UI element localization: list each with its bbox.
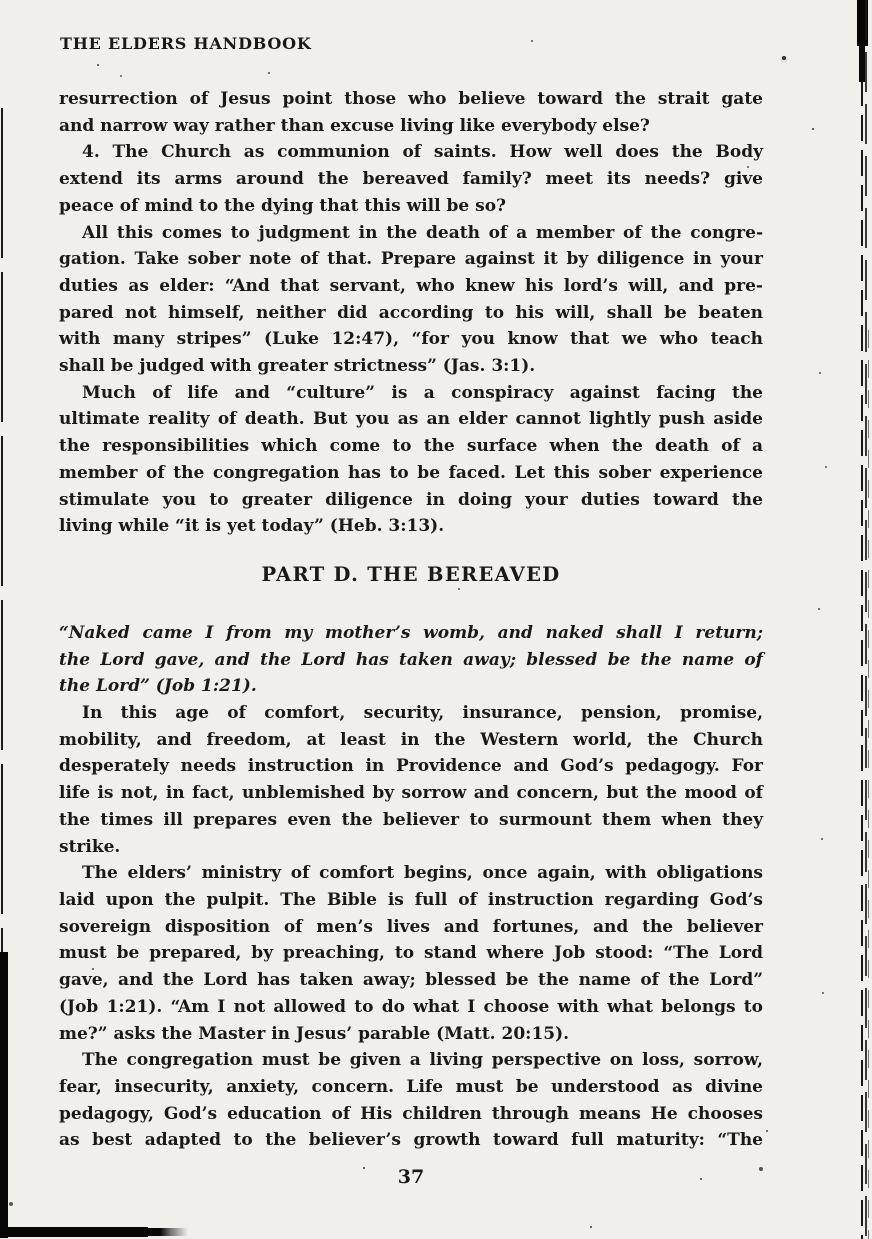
text-line: the responsibilities which come to the surface when the death of a: [59, 436, 763, 457]
text-line: The elders’ ministry of comfort begins, once again, with obligations: [82, 863, 763, 884]
text-line: the times ill prepares even the believer to surmount them when they: [59, 809, 763, 830]
text-line: life is not, in fact, unblemished by sorrow and concern, but the mood of: [59, 783, 763, 804]
paragraph: [59, 1047, 763, 1154]
text-line: desperately needs instruction in Providence and God’s pedagogy. For: [59, 756, 763, 777]
page-number: 37: [397, 1166, 425, 1188]
text-line: as best adapted to the believer’s growth toward full maturity: “The: [59, 1130, 763, 1151]
section-heading: PART D. THE BEREAVED: [261, 562, 561, 586]
text-line: pared not himself, neither did according to his will, shall be beaten: [59, 302, 763, 323]
scan-artifact-top-right-wedge: [857, 0, 868, 46]
text-line: with many stripes” (Luke 12:47), “for you know that we who teach: [59, 329, 763, 350]
paragraph: [59, 860, 763, 1047]
text-line: and narrow way rather than excuse living like everybody else?: [59, 115, 650, 136]
text-line: shall be judged with greater strictness” (Jas. 3:1).: [59, 356, 536, 377]
text-line: extend its arms around the bereaved family? meet its needs? give: [59, 169, 763, 190]
text-line: peace of mind to the dying that this will be so?: [59, 195, 507, 216]
text-line: living while “it is yet today” (Heb. 3:13).: [59, 516, 445, 537]
scan-artifact-right-edge-line: [865, 0, 867, 1239]
text-column: [59, 86, 763, 1154]
text-line: pedagogy, God’s education of His children through means He chooses: [59, 1103, 763, 1124]
text-line: ultimate reality of death. But you as an elder cannot lightly push aside: [59, 409, 763, 430]
scan-artifact-left-edge-bar: [0, 952, 8, 1238]
text-line: fear, insecurity, anxiety, concern. Life must be understood as divine: [59, 1076, 763, 1097]
scan-artifact-right-edge-line: [868, 330, 869, 1239]
text-line: duties as elder: “And that servant, who knew his lord’s will, and pre-: [59, 275, 763, 296]
text-line: sovereign disposition of men’s lives and fortunes, and the believer: [59, 916, 763, 937]
scan-artifact-top-right-wedge: [859, 44, 865, 82]
text-line: 4. The Church as communion of saints. How well does the Body: [82, 142, 763, 163]
running-header: THE ELDERS HANDBOOK: [60, 34, 312, 53]
text-line: The congregation must be given a living perspective on loss, sorrow,: [82, 1050, 763, 1071]
text-line: All this comes to judgment in the death of a member of the congre-: [82, 222, 763, 243]
text-line: the Lord gave, and the Lord has taken away; blessed be the name of: [59, 649, 763, 670]
scan-artifact-speckles: [0, 0, 2, 2]
text-line: stimulate you to greater diligence in doing your duties toward the: [59, 489, 763, 510]
text-line: must be prepared, by preaching, to stand where Job stood: “The Lord: [59, 943, 763, 964]
text-line: gation. Take sober note of that. Prepare against it by diligence in your: [59, 249, 763, 270]
scan-artifact-left-edge-line: [1, 108, 3, 954]
text-line: me?” asks the Master in Jesus’ parable (Matt. 20:15).: [59, 1023, 570, 1044]
text-line: In this age of comfort, security, insurance, pension, promise,: [82, 703, 763, 724]
text-line: member of the congregation has to be faced. Let this sober experience: [59, 462, 763, 483]
text-line: the Lord” (Job 1:21).: [59, 676, 257, 697]
text-line: laid upon the pulpit. The Bible is full of instruction regarding God’s: [59, 889, 763, 910]
scan-artifact-bottom-bar-taper: [148, 1228, 188, 1236]
text-line: mobility, and freedom, at least in the Western world, the Church: [59, 729, 763, 750]
text-line: “Naked came I from my mother’s womb, and naked shall I return;: [59, 622, 763, 643]
paragraph: [59, 380, 763, 540]
text-line: Much of life and “culture” is a conspiracy against facing the: [82, 382, 763, 403]
scripture-quote: [59, 620, 763, 700]
paragraph: [59, 700, 763, 860]
text-line: resurrection of Jesus point those who believe toward the strait gate: [59, 89, 763, 109]
paragraph: [59, 86, 763, 139]
paragraph: [59, 139, 763, 219]
text-line: strike.: [59, 836, 121, 857]
scan-artifact-bottom-bar: [0, 1227, 148, 1237]
scan-artifact-right-edge-line: [861, 80, 863, 1239]
paragraph: [59, 220, 763, 380]
text-line: (Job 1:21). “Am I not allowed to do what I choose with what belongs to: [59, 996, 763, 1017]
text-line: gave, and the Lord has taken away; blessed be the name of the Lord”: [59, 970, 763, 991]
